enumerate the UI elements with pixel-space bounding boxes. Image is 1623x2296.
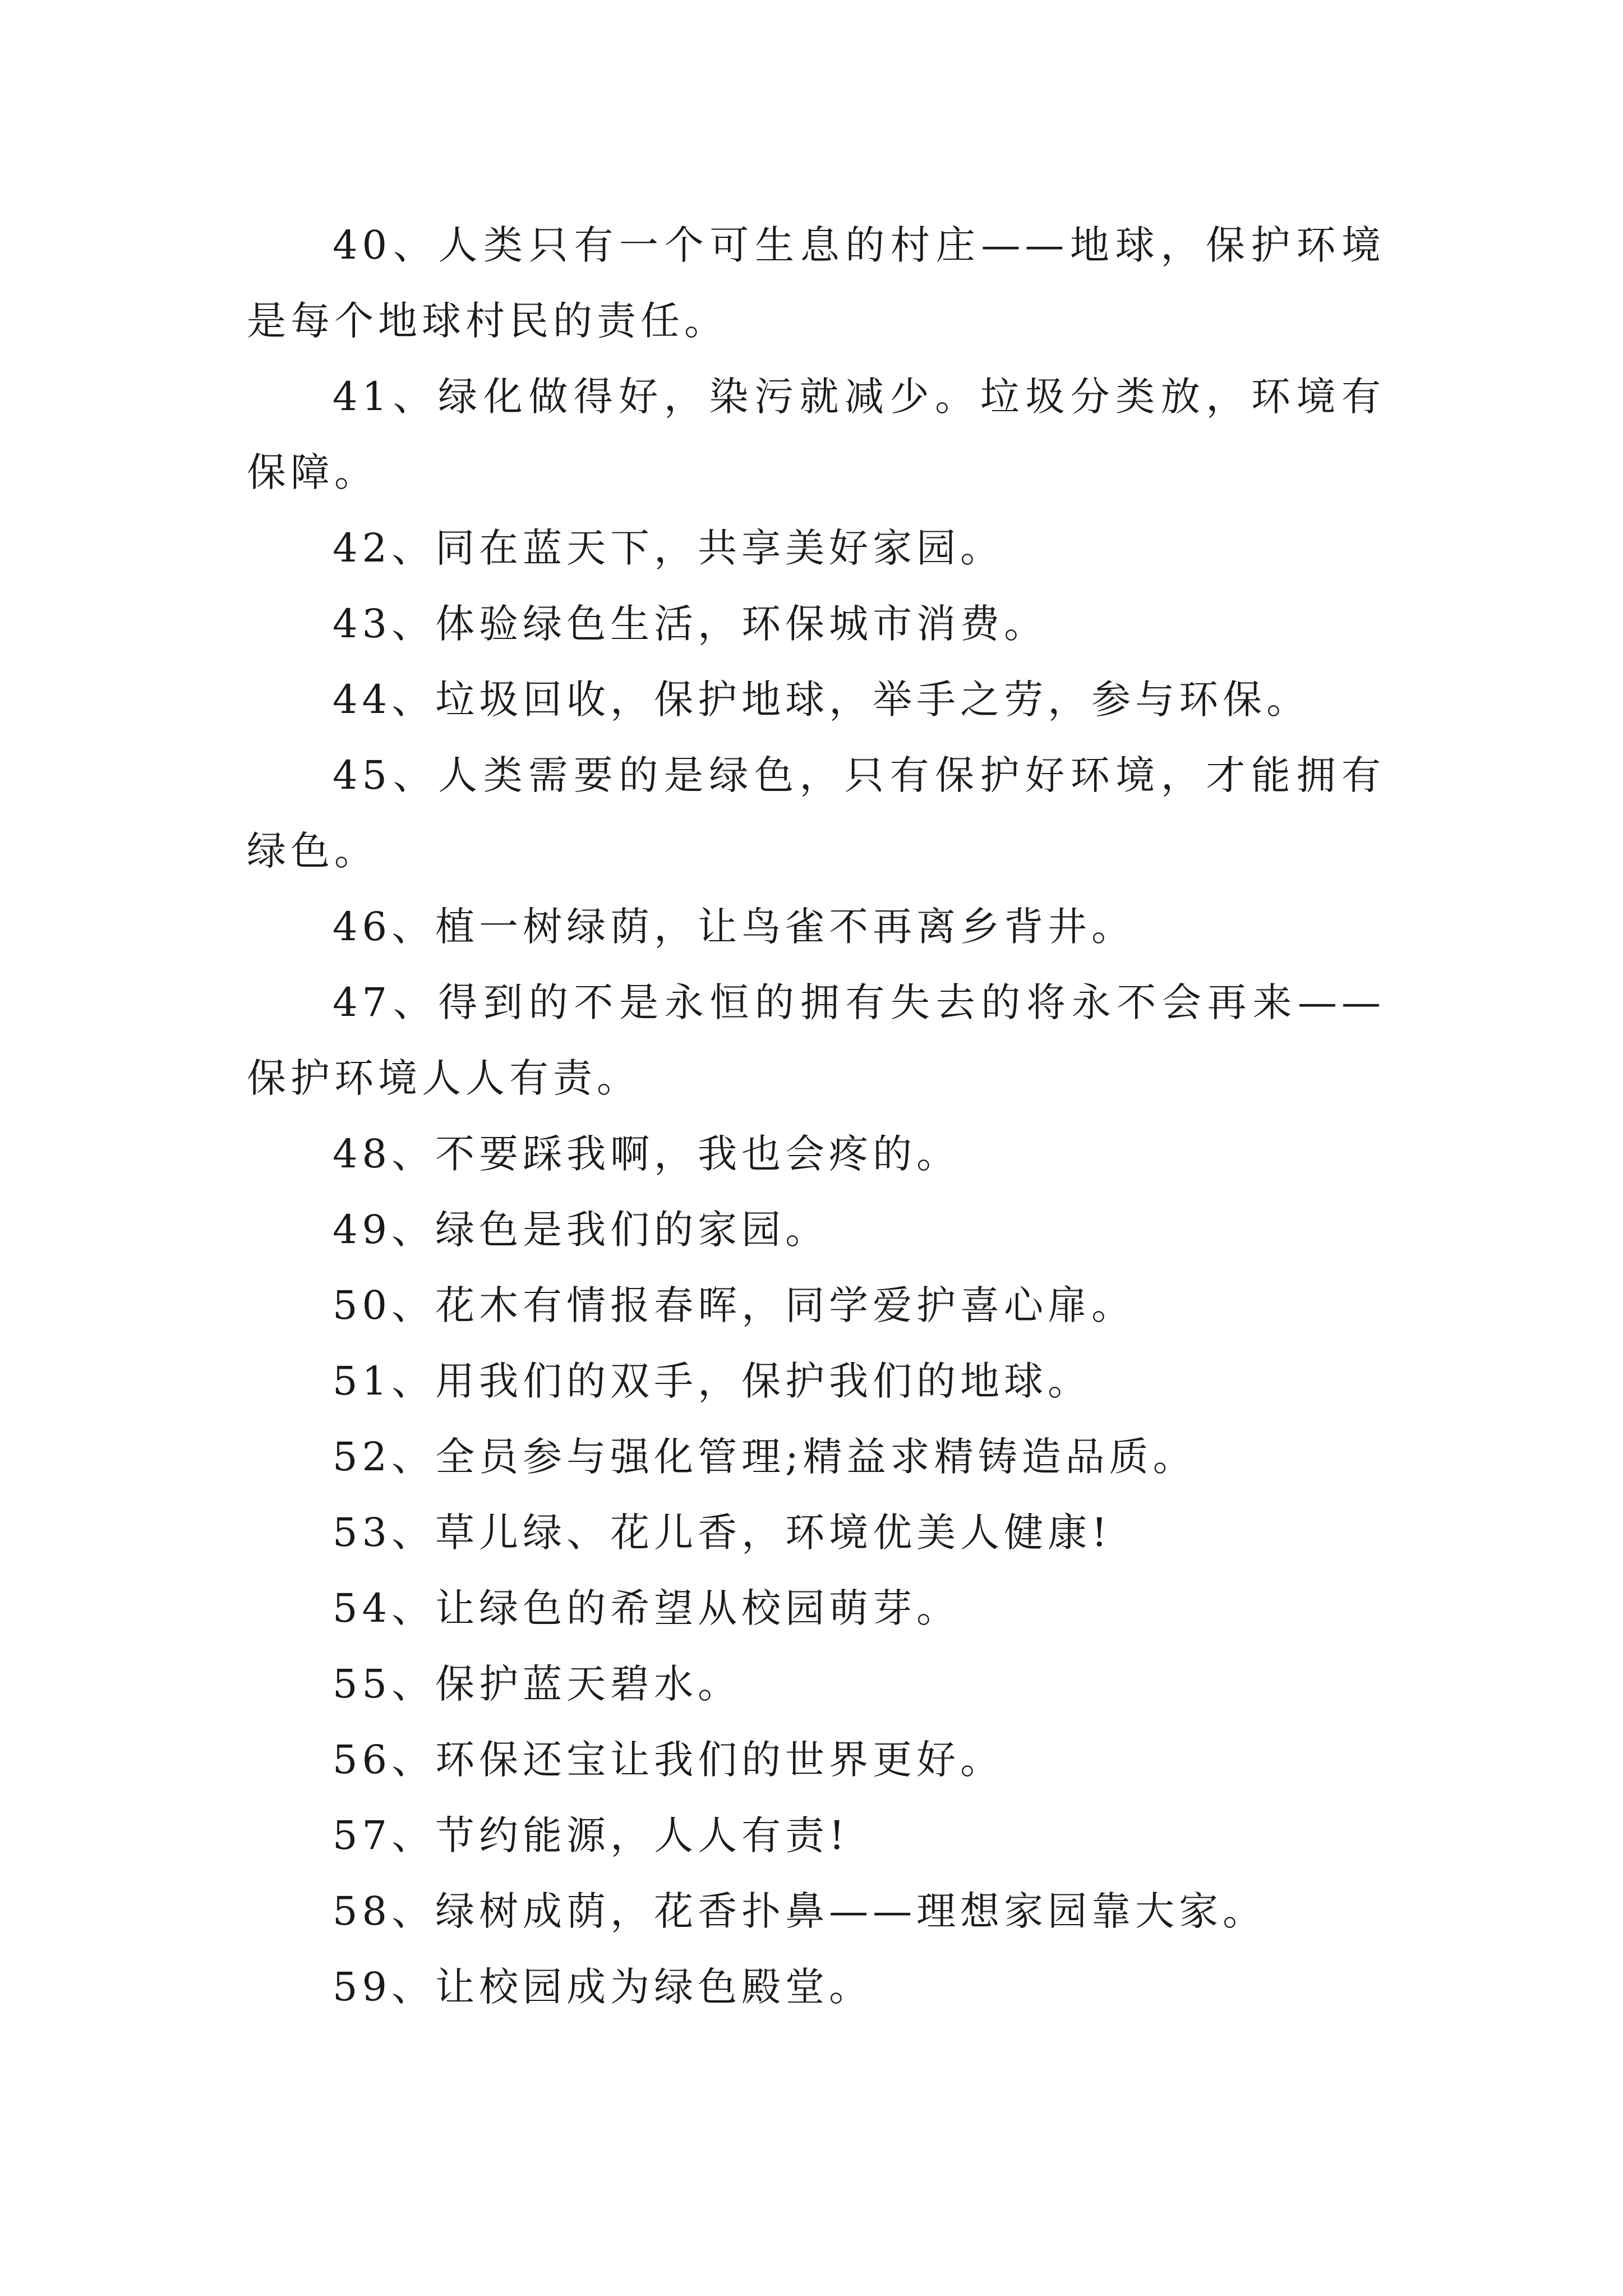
- list-item: 49、绿色是我们的家园。: [333, 1207, 829, 1253]
- list-item: 46、植一树绿荫，让鸟雀不再离乡背井。: [333, 904, 1136, 950]
- list-item: 43、体验绿色生活，环保城市消费。: [333, 601, 1048, 647]
- list-item: 40、人类只有一个可生息的村庄——地球，保护环境是每个地球村民的责任。: [247, 222, 1385, 344]
- list-item: 45、人类需要的是绿色，只有保护好环境，才能拥有绿色。: [247, 752, 1385, 874]
- list-item: 55、保护蓝天碧水。: [333, 1661, 742, 1707]
- list-item: 48、不要踩我啊，我也会疼的。: [333, 1131, 961, 1177]
- list-item: 44、垃圾回收，保护地球，举手之劳，参与环保。: [333, 677, 1311, 723]
- list-item: 51、用我们的双手，保护我们的地球。: [333, 1358, 1092, 1404]
- list-item: 56、环保还宝让我们的世界更好。: [333, 1737, 1004, 1783]
- list-item: 47、得到的不是永恒的拥有失去的将永不会再来——保护环境人人有责。: [247, 979, 1385, 1101]
- list-item: 59、让校园成为绿色殿堂。: [333, 1964, 873, 2010]
- list-item: 58、绿树成荫，花香扑鼻——理想家园靠大家。: [333, 1888, 1267, 1934]
- list-item: 41、绿化做得好，染污就减少。垃圾分类放，环境有保障。: [247, 374, 1385, 495]
- document-body: [247, 208, 1385, 2025]
- list-item: 52、全员参与强化管理;精益求精铸造品质。: [333, 1434, 1197, 1480]
- list-item: 53、草儿绿、花儿香，环境优美人健康!: [333, 1510, 1112, 1556]
- list-item: 54、让绿色的希望从校园萌芽。: [333, 1585, 961, 1631]
- list-item: 42、同在蓝天下，共享美好家园。: [333, 525, 1004, 571]
- list-item: 57、节约能源，人人有责!: [333, 1812, 850, 1858]
- list-item: 50、花木有情报春晖，同学爱护喜心扉。: [333, 1282, 1136, 1328]
